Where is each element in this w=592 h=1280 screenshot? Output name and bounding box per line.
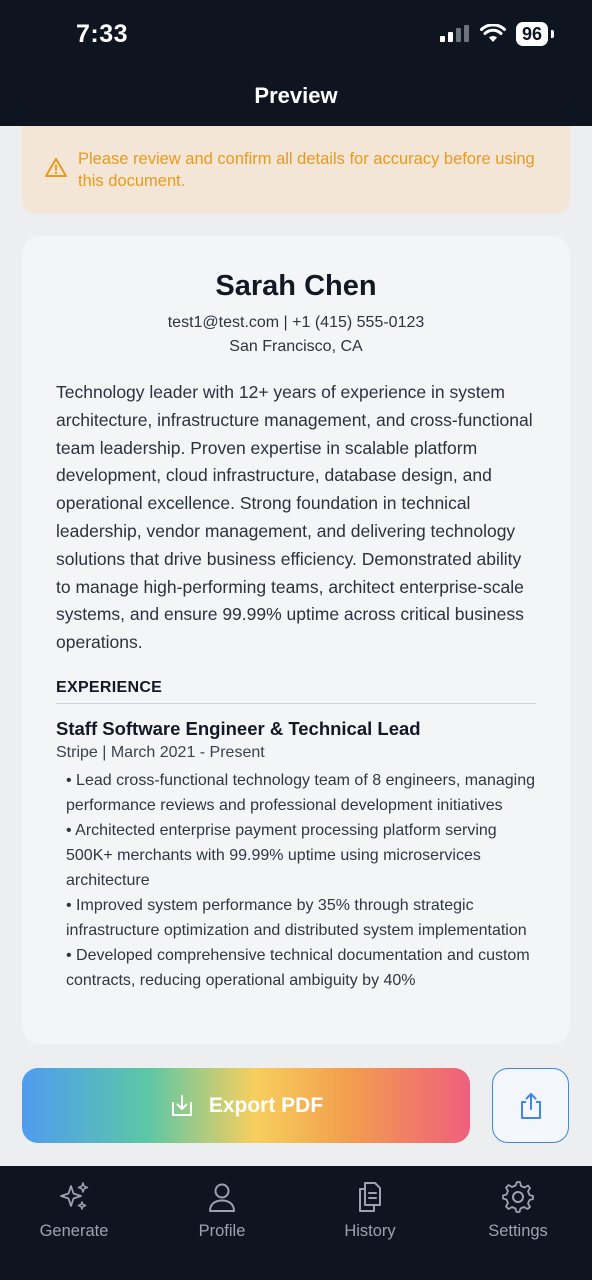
warning-banner <box>22 126 570 214</box>
gear-icon <box>501 1180 535 1214</box>
share-icon <box>518 1092 544 1120</box>
tab-label-generate: Generate <box>39 1222 109 1240</box>
job-title: Staff Software Engineer & Technical Lead <box>56 717 421 739</box>
warning-text: Please review and confirm all details for accuracy before using this document. <box>78 150 535 190</box>
job-bullet: • Lead cross-functional technology team of 8 engineers, managing performance reviews and professional development initiatives <box>66 771 535 814</box>
tab-history[interactable] <box>296 1166 444 1280</box>
job-meta: Stripe | March 2021 - Present <box>56 743 265 761</box>
page-title: Preview <box>254 83 338 108</box>
status-icons <box>440 22 548 46</box>
documents-icon <box>353 1180 387 1214</box>
tab-bar <box>0 1166 592 1280</box>
share-button[interactable] <box>492 1068 569 1143</box>
wifi-icon <box>480 24 506 44</box>
job-bullet: • Developed comprehensive technical documentation and custom contracts, reducing operational ambiguity by 40% <box>66 946 530 989</box>
warning-icon <box>44 156 68 180</box>
tab-label-settings: Settings <box>488 1222 548 1240</box>
job-bullets <box>56 768 536 993</box>
job-bullet: • Architected enterprise payment processing platform serving 500K+ merchants with 99.99% uptime using microservices architecture <box>66 821 497 889</box>
job-bullet: • Improved system performance by 35% through strategic infrastructure optimization and distributed system implementation <box>66 896 527 939</box>
contact-location: San Francisco, CA <box>229 338 363 355</box>
person-icon <box>205 1180 239 1214</box>
contact-line: test1@test.com | +1 (415) 555-0123 <box>167 314 425 331</box>
export-pdf-button[interactable] <box>22 1068 470 1143</box>
resume-preview-card[interactable] <box>22 236 570 1044</box>
signal-icon <box>440 25 470 43</box>
tab-label-profile: Profile <box>198 1222 246 1240</box>
export-pdf-label: Export PDF <box>208 1093 324 1117</box>
tab-label-history: History <box>344 1222 396 1240</box>
section-title-experience: EXPERIENCE <box>56 678 163 696</box>
tab-generate[interactable] <box>0 1166 148 1280</box>
battery-indicator: 96 <box>516 22 548 46</box>
status-time: 7:33 <box>76 20 129 48</box>
resume-name: Sarah Chen <box>215 270 377 302</box>
section-divider <box>56 703 536 704</box>
tab-settings[interactable] <box>444 1166 592 1280</box>
download-icon <box>169 1093 195 1119</box>
tab-profile[interactable] <box>148 1166 296 1280</box>
header <box>0 0 592 126</box>
sparkles-icon <box>57 1180 91 1214</box>
resume-contact <box>56 311 536 359</box>
resume-summary: Technology leader with 12+ years of experience in system architecture, infrastructure management, and cross-functional team leadership. Proven expertise in scalable platform development, cloud infrastructure, database design, and operational excellence. Strong foundation in technical leadership, vendor management, and delivering technology solutions that drive business efficiency. Demonstrated ability to manage high-performing teams, architect enterprise-scale systems, and ensure 99.99% uptime across critical business operations. <box>56 382 533 653</box>
